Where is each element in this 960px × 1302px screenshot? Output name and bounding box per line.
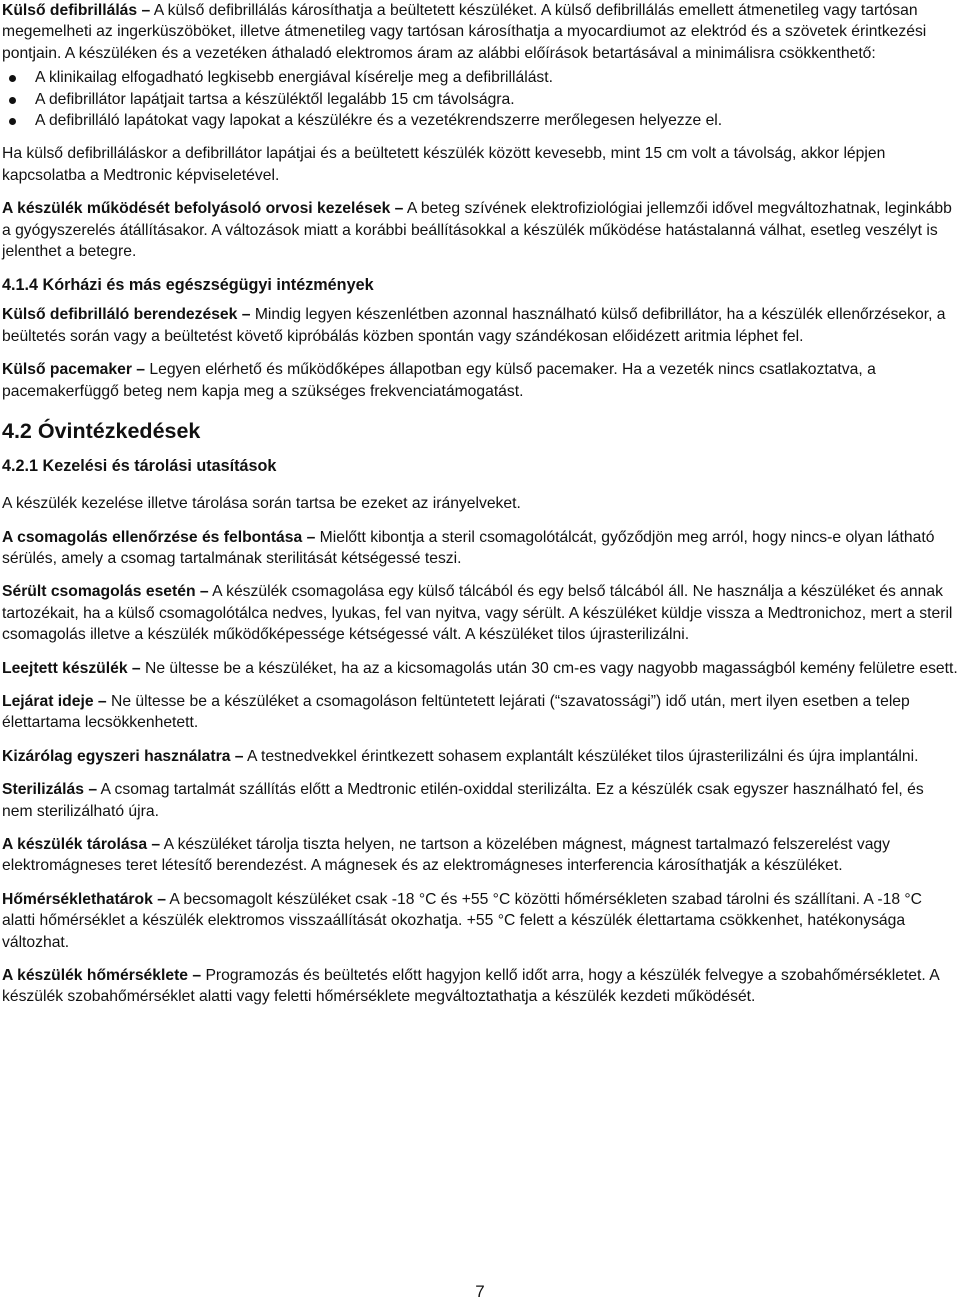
paragraph-guidelines-intro: A készülék kezelése illetve tárolása során tartsa be ezeket az irányelveket. [2,495,521,513]
paragraph-text: Legyen elérhető és működőképes állapotban egy külső pacemaker. Ha a vezeték nincs csatlakoztatva, a pacemakerfüggő beteg nem kapja meg a szükséges frekvenciatámogatást. [2,361,876,400]
paragraph-label: Külső pacemaker – [2,361,146,379]
paragraph-label: Külső defibrillálás – [2,2,151,19]
paragraph-text: Mielőtt kibontja a steril csomagolótálcát, győződjön meg arról, hogy nincs-e olyan látható sérülés, amely a csomag tartalmának sterilitását kétségessé teszi. [2,528,935,567]
page-number: 7 [475,1282,485,1301]
paragraph-text: Ne ültesse be a készüléket, ha az a kicsomagolás után 30 cm-es vagy nagyobb magasságból kemény felületre esett. [140,659,958,677]
paragraph-single-use [2,746,958,767]
paragraph-sterilization [2,779,958,822]
paragraph-expiration-date [2,691,958,734]
paragraph-text: A csomag tartalmát szállítás előtt a Medtronic etilén-oxiddal sterilizálta. Ez a készülék csak egyszer használható fel, és nem sterilizálható újra. [2,781,924,820]
precaution-bullet-list [2,67,958,131]
paragraph-label: Sérült csomagolás esetén – [2,583,209,601]
list-item: A defibrillátor lapátjait tartsa a készüléktől legalább 15 cm távolságra. [2,89,958,110]
paragraph-device-storage [2,834,958,877]
paragraph-label: Külső defibrilláló berendezések – [2,306,251,324]
paragraph-label: Leejtett készülék – [2,659,141,677]
paragraph-text: A beteg szívének elektrofiziológiai jellemzői idővel megváltozhatnak, leginkább a gyógyszerelés átállításakor. A változások miatt a korábbi beállításokkal a készülék működése hatástalanná válhat, esetleg veszélyt is jelenthet a betegre. [2,200,952,261]
paragraph-label: Sterilizálás – [2,781,98,799]
paragraph-medical-treatments [2,198,958,262]
paragraph-label: Hőmérséklethatárok – [2,890,166,908]
paragraph-label: Kizárólag egyszeri használatra – [2,747,244,765]
paragraph-text: A becsomagolt készüléket csak -18 °C és +55 °C közötti hőmérsékleten szabad tárolni és szállítani. A -18 °C alatti hőmérséklet a készülék elektromos visszaállítását okozhatja. +55 °C felett a készülék élettartama csökkenhet, hatékonysága változhat. [2,890,923,951]
paragraph-device-temperature [2,965,958,1008]
paragraph-text: Ne ültesse be a készüléket a csomagoláson feltüntetett lejárati (“szavatossági”) idő után, mert ilyen esetben a telep élettartama lecsökkenhetett. [2,692,910,732]
list-item: A defibrilláló lapátokat vagy lapokat a készülékre és a vezetékrendszerre merőlegesen helyezze el. [2,110,958,131]
paragraph-text: A készülék csomagolása egy külső tálcából és egy belső tálcából áll. Ne használja a készüléket és annak tartozékait, ha a külső csomagolótálca nedves, lyukas, fel van nyitva, vagy sérült. A készüléket küldje vissza a Medtronichoz, mert a steril csomagolás illetve a készülék működőképessége kétségessé vált. A készüléket tilos újrasterilizálni. [2,583,953,644]
paragraph-label: A készülék tárolása – [2,835,161,853]
section-heading-4-2-1: 4.2.1 Kezelési és tárolási utasítások [2,457,277,476]
paragraph-label: A készülék hőmérséklete – [2,967,202,984]
paragraph-package-inspection [2,527,958,570]
paragraph-text: Programozás és beültetés előtt hagyjon kellő időt arra, hogy a készülék felvegye a szobahőmérsékletet. A készülék szobahőmérséklet alatti vagy feletti hőmérséklete megváltoztathatja a készülék kezdeti működését. [2,967,939,1006]
paragraph-label: Lejárat ideje – [2,692,107,710]
paragraph-text: Mindig legyen készenlétben azonnal használható külső defibrillátor, ha a készülék ellenőrzésekor, a beültetés során vagy a beültetést követő kipróbálás közben spontán vagy szándékosan előidézett aritmia léphet fel. [2,306,946,345]
paragraph-damaged-package [2,581,958,645]
paragraph-temperature-limits [2,889,958,953]
paragraph-dropped-device [2,658,958,679]
section-heading-4-2: 4.2 Óvintézkedések [2,419,201,444]
paragraph-text: A testnedvekkel érintkezett sohasem explantált készüléket tilos újrasterilizálni és újra implantálni. [243,747,919,765]
paragraph-external-defibrillators [2,304,958,347]
paragraph-text: A készüléket tárolja tiszta helyen, ne tartson a közelében mágnest, mágnest tartalmazó felszerelést vagy elektromágneses teret létesítő berendezést. A mágnesek és az elektromágneses interferencia károsíthatják a készüléket. [2,835,890,875]
paragraph-external-pacemaker [2,359,958,402]
paragraph-label: A csomagolás ellenőrzése és felbontása – [2,528,316,546]
paragraph-contact-medtronic: Ha külső defibrilláláskor a defibrillátor lapátjai és a beültetett készülék között kevesebb, mint 15 cm volt a távolság, akkor lépjen kapcsolatba a Medtronic képviseletével. [2,145,886,184]
paragraph-external-defibrillation [2,0,958,64]
paragraph-label: A készülék működését befolyásoló orvosi kezelések – [2,200,404,218]
list-item: A klinikailag elfogadható legkisebb energiával kísérelje meg a defibrillálást. [2,67,958,88]
paragraph-text: A külső defibrillálás károsíthatja a beültetett készüléket. A külső defibrillálás emellett átmenetileg vagy tartósan megemelheti az ingerküszöböket, illetve átmenetileg vagy tartósan károsíthatja a myocardiumot az elektród és a szövetek érintkezési pontjain. A készüléken és a vezetéken áthaladó elektromos áram az alábbi előírások betartásával a minimálisra csökkenthető: [2,2,927,62]
section-heading-4-1-4: 4.1.4 Kórházi és más egészségügyi intézmények [2,276,374,295]
